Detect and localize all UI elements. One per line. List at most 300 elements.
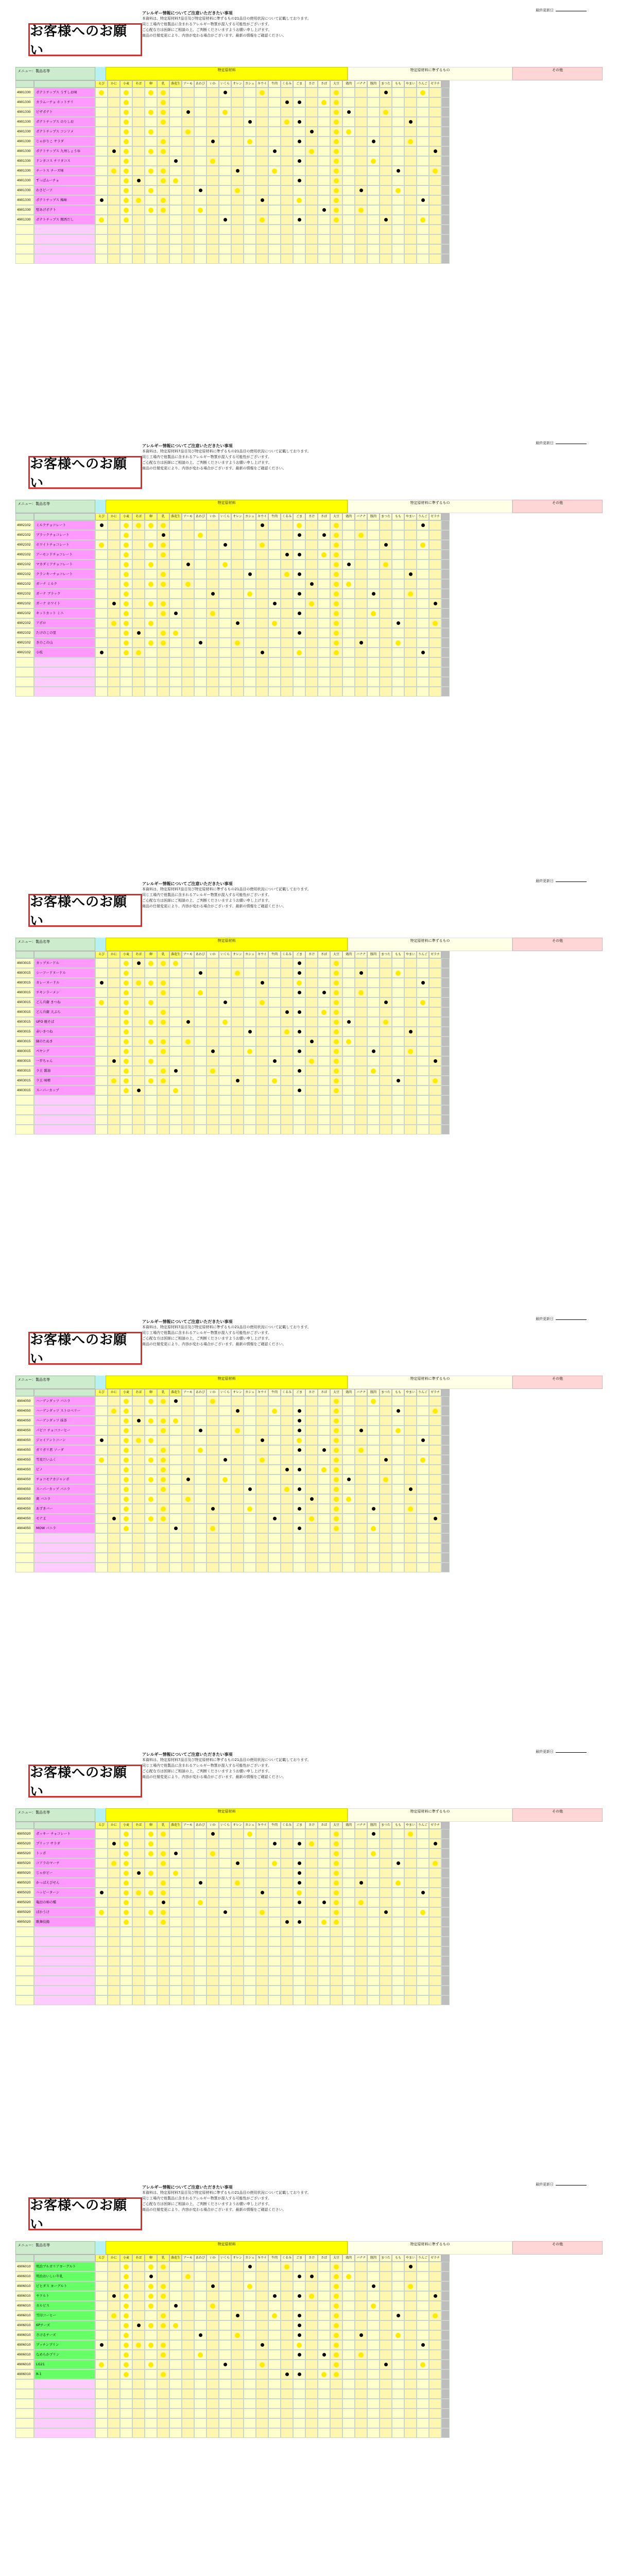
column-header: カシュ [244,1389,256,1396]
empty-cell [145,254,157,264]
allergen-cell [355,968,367,978]
empty-code [15,657,34,667]
empty-cell [429,1937,441,1946]
gray-column [441,2281,450,2291]
allergen-cell [182,2311,194,2320]
allergen-cell [244,540,256,550]
allergen-cell [355,1839,367,1849]
column-header: さけ [305,951,318,958]
empty-cell [244,1986,256,1995]
empty-cell [231,2418,244,2428]
empty-cell [281,1533,293,1543]
allergen-cell [207,2311,219,2320]
allergen-cell [182,599,194,608]
allergen-cell [95,1829,108,1839]
table-row [15,978,603,988]
product-name: 亀田の柿の種 [34,1897,95,1907]
column-header: アーモ [182,1389,194,1396]
contains-mark [222,1020,228,1025]
contains-mark [148,621,153,626]
allergen-cell [417,205,429,215]
allergen-cell [244,2291,256,2301]
allergen-cell [404,127,417,137]
empty-cell [305,1105,318,1115]
empty-cell [182,2428,194,2438]
empty-cell [244,1946,256,1956]
empty-row [15,1125,603,1134]
allergen-cell [318,1897,330,1907]
allergen-cell [194,560,207,569]
allergen-cell [256,1523,268,1533]
contains-mark [334,159,339,164]
allergen-cell [268,978,281,988]
table-row [15,2291,603,2301]
empty-cell [281,1995,293,2005]
allergen-cell [380,1494,392,1504]
notice-text [142,1319,461,1347]
allergen-cell [95,1523,108,1533]
contains-mark [173,961,178,966]
contains-mark [334,120,339,125]
empty-code [15,1563,34,1572]
allergen-cell [268,1455,281,1465]
empty-cell [268,2389,281,2399]
empty-cell [342,1105,355,1115]
empty-cell [207,244,219,254]
empty-cell [95,2428,108,2438]
product-name: クランキーチョコレート [34,569,95,579]
empty-name [34,1995,95,2005]
allergen-cell [293,117,305,127]
column-header: まつた [380,80,392,88]
empty-cell [380,687,392,697]
allergen-cell [355,520,367,530]
gray-column [441,648,450,657]
allergen-cell [281,1416,293,1426]
empty-cell [231,225,244,234]
product-code: 4903015 [15,988,34,997]
trace-mark [199,2333,202,2337]
allergen-cell [417,550,429,560]
allergen-cell [392,97,404,107]
allergen-cell [318,540,330,550]
allergen-cell [305,1897,318,1907]
allergen-cell [182,2350,194,2360]
allergen-cell [293,560,305,569]
empty-cell [145,1946,157,1956]
empty-cell [108,1533,120,1543]
gray-column [441,1435,450,1445]
contains-mark [99,1000,104,1005]
table-row [15,137,603,146]
empty-code [15,1937,34,1946]
empty-cell [367,1956,380,1966]
allergen-cell [182,579,194,589]
allergen-cell [305,176,318,185]
contains-mark [309,1516,314,1521]
empty-row [15,254,603,264]
empty-cell [281,1125,293,1134]
allergen-cell [145,1858,157,1868]
gray-column [441,1543,450,1553]
allergen-cell [194,1455,207,1465]
allergen-cell [95,1888,108,1897]
allergen-cell [305,618,318,628]
empty-cell [417,1966,429,1976]
notice-text [142,443,461,471]
allergen-cell [256,1514,268,1523]
allergen-cell [380,185,392,195]
allergen-cell [132,618,145,628]
empty-cell [120,1563,132,1572]
allergen-cell [145,1839,157,1849]
allergen-cell [169,2340,182,2350]
empty-cell [404,1563,417,1572]
product-code: 4902102 [15,638,34,648]
allergen-cell [120,2262,132,2272]
allergen-cell [380,1858,392,1868]
empty-cell [268,1927,281,1937]
allergen-cell [231,1868,244,1878]
allergen-cell [219,146,231,156]
allergen-cell [330,1066,342,1076]
allergen-cell [244,579,256,589]
empty-cell [305,244,318,254]
empty-cell [293,2418,305,2428]
empty-cell [330,225,342,234]
empty-cell [231,1946,244,1956]
allergen-cell [355,2369,367,2379]
allergen-cell [231,1829,244,1839]
contains-mark [235,640,240,646]
column-header: ごま [293,513,305,520]
allergen-cell [108,1829,120,1839]
empty-cell [293,2379,305,2389]
allergen-cell [305,2340,318,2350]
column-header: えび [95,513,108,520]
allergen-cell [429,958,441,968]
empty-cell [330,2379,342,2389]
column-header: あわび [194,2255,207,2262]
contains-mark [136,1890,141,1895]
allergen-cell [244,1426,256,1435]
allergen-cell [342,1878,355,1888]
empty-cell [417,1125,429,1134]
product-name: ペヤング [34,1046,95,1056]
column-header: りんご [417,513,429,520]
table-row [15,166,603,176]
allergen-cell [256,1888,268,1897]
allergen-cell [404,2281,417,2291]
allergen-cell [182,1514,194,1523]
contains-mark [334,1890,339,1895]
product-name: UFO 焼そば [34,1017,95,1027]
allergen-cell [219,137,231,146]
empty-cell [256,1095,268,1105]
product-code: 4902102 [15,579,34,589]
allergen-cell [207,137,219,146]
product-name: かっぱえびせん [34,1878,95,1888]
empty-cell [207,2389,219,2399]
allergen-cell [342,1849,355,1858]
empty-cell [256,244,268,254]
allergen-cell [281,530,293,540]
empty-cell [367,1533,380,1543]
allergen-cell [219,1037,231,1046]
allergen-cell [207,1086,219,1095]
allergen-cell [367,1007,380,1017]
empty-cell [182,1956,194,1966]
allergen-cell [194,1076,207,1086]
allergen-cell [132,550,145,560]
allergen-cell [268,1858,281,1868]
allergen-cell [256,648,268,657]
allergen-cell [318,569,330,579]
allergen-cell [194,1037,207,1046]
allergen-cell [392,1888,404,1897]
allergen-cell [318,638,330,648]
allergen-cell [244,638,256,648]
allergen-cell [355,2272,367,2281]
allergen-cell [380,205,392,215]
empty-cell [132,1125,145,1134]
empty-cell [108,2389,120,2399]
allergen-cell [392,1017,404,1027]
empty-cell [355,225,367,234]
gray-column [441,254,450,264]
allergen-cell [305,1917,318,1927]
empty-cell [182,1986,194,1995]
contains-mark [334,1497,339,1502]
allergen-cell [256,608,268,618]
allergen-cell [169,1888,182,1897]
empty-cell [342,1095,355,1105]
column-header: もも [392,951,404,958]
empty-cell [108,2409,120,2418]
allergen-cell [293,579,305,589]
table-row [15,2311,603,2320]
allergen-cell [367,1849,380,1858]
allergen-cell [108,1494,120,1504]
empty-cell [256,1563,268,1572]
allergen-cell [318,648,330,657]
trace-mark [298,120,301,124]
empty-cell [330,1946,342,1956]
allergen-cell [367,1435,380,1445]
allergen-cell [318,1907,330,1917]
gray-column [441,1494,450,1504]
trace-mark [298,961,301,965]
allergen-cell [207,185,219,195]
empty-cell [182,2409,194,2418]
allergen-cell [404,560,417,569]
empty-cell [318,1553,330,1563]
empty-cell [367,2418,380,2428]
allergen-cell [219,1504,231,1514]
empty-cell [429,1125,441,1134]
empty-cell [404,2428,417,2438]
allergen-cell [256,1445,268,1455]
column-header: ゼラチ [429,951,441,958]
allergen-cell [120,1849,132,1858]
contains-mark [148,1851,153,1856]
allergen-cell [219,1056,231,1066]
column-header: あわび [194,80,207,88]
product-name: カルピス [34,2301,95,2311]
allergen-cell [355,117,367,127]
allergen-cell [281,1858,293,1868]
allergen-cell [318,215,330,225]
contains-mark [148,2284,153,2289]
empty-cell [367,1966,380,1976]
allergen-cell [268,997,281,1007]
allergen-cell [330,1037,342,1046]
allergen-cell [194,1514,207,1523]
allergen-cell [219,1007,231,1017]
allergen-cell [281,1514,293,1523]
allergen-cell [108,127,120,137]
allergen-cell [318,1455,330,1465]
allergen-cell [305,2262,318,2272]
allergen-cell [367,2320,380,2330]
allergen-cell [169,1455,182,1465]
trace-mark [285,1010,289,1014]
allergen-cell [417,2301,429,2311]
other-label: その他 [512,500,603,513]
contains-mark [124,2294,129,2299]
allergen-cell [132,88,145,97]
allergen-cell [95,958,108,968]
empty-cell [231,1563,244,1572]
allergen-cell [120,185,132,195]
empty-cell [367,657,380,667]
allergen-cell [120,156,132,166]
gray-column [441,146,450,156]
allergen-cell [268,205,281,215]
allergen-cell [429,2350,441,2360]
allergen-cell [429,569,441,579]
allergen-cell [305,540,318,550]
empty-cell [404,1927,417,1937]
gray-column [441,2399,450,2409]
allergen20-label: 特定原材料に準ずるもの [348,2241,512,2255]
empty-cell [182,1966,194,1976]
allergen-cell [429,205,441,215]
allergen-cell [355,107,367,117]
updated-label: 最終更新日 [536,8,587,13]
allergen-cell [305,1435,318,1445]
allergen-cell [145,589,157,599]
allergen-cell [169,599,182,608]
empty-cell [244,1095,256,1105]
allergen-cell [330,1445,342,1455]
column-header-gray [441,513,450,520]
column-header: 大豆 [330,2255,342,2262]
table-row [15,1037,603,1046]
trace-mark [409,1030,413,1033]
empty-cell [305,2428,318,2438]
allergen-cell [182,1435,194,1445]
allergen-cell [429,127,441,137]
table-row [15,1494,603,1504]
allergen-cell [120,1907,132,1917]
empty-cell [367,244,380,254]
allergen-cell [169,1504,182,1514]
allergen-cell [293,1484,305,1494]
allergen-cell [207,589,219,599]
gray-column [441,1086,450,1095]
gray-column [441,589,450,599]
empty-cell [330,1986,342,1995]
trace-mark [434,149,437,153]
other-label: その他 [512,67,603,80]
empty-cell [380,254,392,264]
empty-cell [120,687,132,697]
allergen-cell [342,185,355,195]
allergen-cell [207,958,219,968]
gray-column [441,997,450,1007]
allergen-cell [219,205,231,215]
empty-cell [244,1966,256,1976]
allergen-cell [293,628,305,638]
allergen-cell [429,2281,441,2291]
allergen-cell [380,195,392,205]
allergen-cell [157,560,169,569]
allergen-cell [219,2360,231,2369]
empty-cell [392,1563,404,1572]
allergen-cell [244,1076,256,1086]
allergen-cell [132,1523,145,1533]
allergen-cell [95,117,108,127]
empty-cell [219,677,231,687]
column-header: くるみ [281,951,293,958]
allergen-cell [318,608,330,618]
allergen-cell [108,589,120,599]
allergen-cell [207,1878,219,1888]
contains-mark [124,1851,129,1856]
empty-cell [417,2389,429,2399]
allergen-cell [330,1056,342,1066]
allergen-cell [207,530,219,540]
empty-cell [256,234,268,244]
empty-cell [268,677,281,687]
allergen-cell [256,88,268,97]
allergen-cell [281,618,293,628]
allergen-table [15,67,603,264]
allergen-cell [108,1907,120,1917]
allergen-cell [342,1426,355,1435]
allergen-cell [169,1046,182,1056]
allergen-cell [417,638,429,648]
empty-cell [132,2399,145,2409]
allergen-cell [108,1416,120,1426]
contains-mark [161,1920,166,1925]
allergen-cell [120,968,132,978]
allergen-cell [182,107,194,117]
allergen-cell [429,166,441,176]
category-label: メニュー：製品名等 [15,67,95,80]
allergen-cell [244,589,256,599]
gray-column [441,185,450,195]
allergen-cell [293,2301,305,2311]
empty-cell [293,1995,305,2005]
notice-heading: アレルギー情報についてご注意いただきたい事項 [142,882,233,886]
allergen-cell [219,2272,231,2281]
allergen-cell [417,1086,429,1095]
allergen-cell [108,1917,120,1927]
column-header: あわび [194,513,207,520]
allergen-cell [330,1416,342,1426]
